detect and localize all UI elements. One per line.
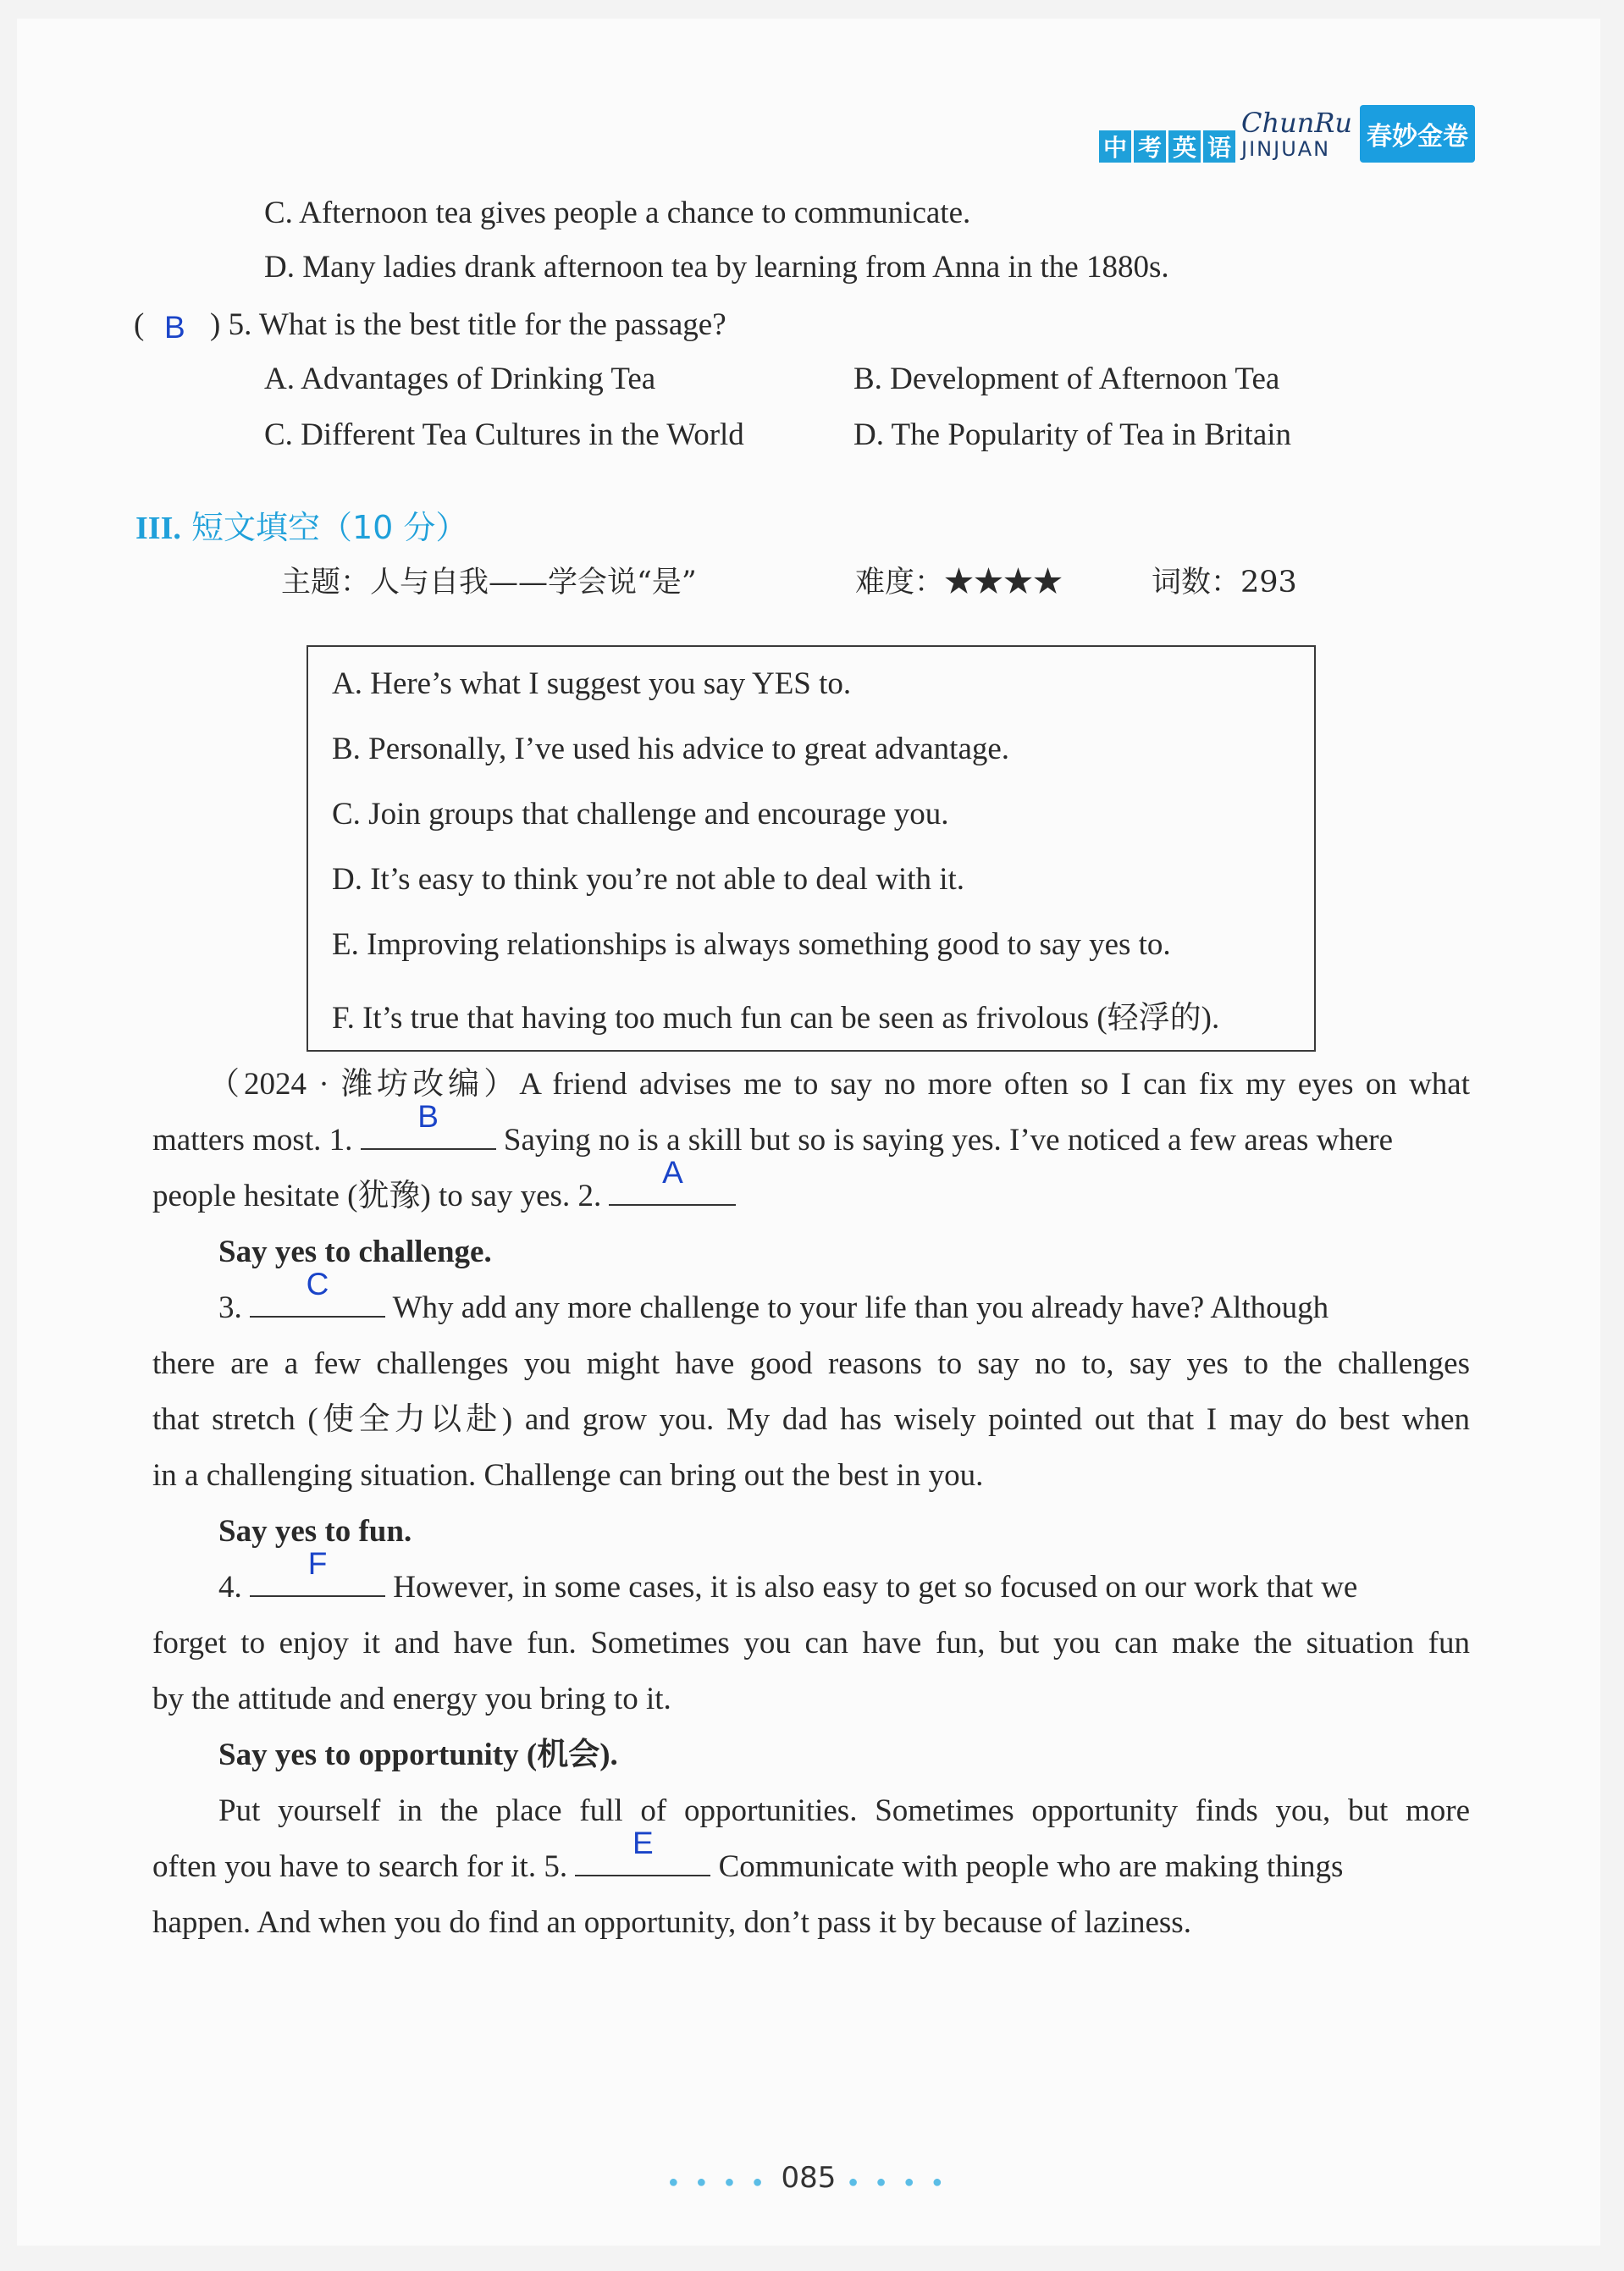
section-number: III.: [135, 511, 181, 546]
passage-line: Put yourself in the place full of opportunities. Sometimes opportunity finds you, but more: [218, 1793, 1470, 1828]
subheading-opportunity: Say yes to opportunity (机会).: [218, 1738, 618, 1772]
blank-4: [250, 1546, 385, 1597]
section-title: 短文填空（10 分）: [191, 509, 468, 546]
option-f: F. It’s true that having too much fun can be seen as frivolous (轻浮的).: [332, 1001, 1220, 1036]
decorative-dots-right: ● ● ● ●: [848, 2173, 949, 2191]
passage-line: there are a few challenges you might have good reasons to say no to, say yes to the challenges: [152, 1346, 1470, 1381]
passage-word-count: 词数：293: [1152, 566, 1297, 600]
q5-option-a: A. Advantages of Drinking Tea: [264, 362, 656, 396]
passage-line: by the attitude and energy you bring to it.: [152, 1682, 671, 1716]
q5-option-d: D. The Popularity of Tea in Britain: [853, 417, 1292, 452]
passage-line: that stretch (使全力以赴) and grow you. My dad has wisely pointed out that I may do best when: [152, 1402, 1470, 1437]
option-b: B. Personally, I’ve used his advice to great advantage.: [332, 732, 1010, 766]
passage-line: [218, 1546, 1470, 1616]
logo-chunru: ChunRu: [1241, 107, 1353, 139]
page-number-bar: [17, 2161, 1600, 2195]
passage-topic: 主题：人与自我——学会说“是”: [281, 566, 697, 600]
subheading-fun: Say yes to fun.: [218, 1514, 412, 1549]
q4-option-d: D. Many ladies drank afternoon tea by learning from Anna in the 1880s.: [264, 250, 1169, 285]
options-box: [307, 645, 1316, 1052]
blank-2: [609, 1155, 736, 1206]
answer-4: F: [307, 1546, 328, 1581]
passage-difficulty: 难度：★★★★: [855, 566, 1063, 600]
q4-option-c: C. Afternoon tea gives people a chance to communicate.: [264, 196, 971, 230]
decorative-dots-left: ● ● ● ●: [668, 2173, 770, 2191]
q5-question: ) 5. What is the best title for the passage?: [210, 307, 726, 342]
q5-option-b: B. Development of Afternoon Tea: [853, 362, 1280, 396]
logo-badge: 春妙金卷: [1360, 105, 1475, 163]
q5-answer: B: [164, 310, 185, 345]
logo-cell: 中: [1099, 130, 1131, 163]
option-a: A. Here’s what I suggest you say YES to.: [332, 666, 852, 701]
passage-text: Communicate with people who are making things: [718, 1849, 1344, 1884]
passage-line: [152, 1099, 1470, 1169]
passage-text: often you have to search for it. 5.: [152, 1849, 568, 1884]
section-heading: [135, 501, 467, 548]
passage-line: [218, 1267, 1470, 1336]
blank-1: [361, 1099, 496, 1150]
passage-text: 3.: [218, 1290, 242, 1325]
option-e: E. Improving relationships is always something good to say yes to.: [332, 927, 1171, 962]
option-d: D. It’s easy to think you’re not able to deal with it.: [332, 862, 965, 897]
logo-cell: 语: [1203, 130, 1235, 163]
passage-line: forget to enjoy it and have fun. Sometimes you can have fun, but you can make the situation fun: [152, 1626, 1470, 1660]
blank-5: [575, 1826, 710, 1876]
passage-text: Why add any more challenge to your life than you already have? Although: [392, 1290, 1329, 1325]
passage-line: in a challenging situation. Challenge can bring out the best in you.: [152, 1458, 984, 1493]
q5-option-c: C. Different Tea Cultures in the World: [264, 417, 744, 452]
logo-jinjuan: JINJUAN: [1241, 137, 1331, 161]
passage-text: matters most. 1.: [152, 1123, 353, 1158]
passage-text: Saying no is a skill but so is saying yes. I’ve noticed a few areas where: [503, 1123, 1394, 1158]
passage-line: [152, 1826, 1470, 1895]
logo-cell: 考: [1134, 130, 1166, 163]
passage-line: （2024 · 潍坊改编）A friend advises me to say no more often so I can fix my eyes on what: [208, 1067, 1470, 1102]
passage-line: happen. And when you do find an opportunity, don’t pass it by because of laziness.: [152, 1905, 1191, 1940]
passage-line: [152, 1155, 1470, 1224]
answer-1: B: [417, 1099, 439, 1134]
passage-text: 4.: [218, 1570, 242, 1605]
worksheet-page: [17, 19, 1600, 2246]
page-number: 085: [781, 2161, 837, 2195]
answer-5: E: [632, 1826, 654, 1860]
subheading-challenge: Say yes to challenge.: [218, 1235, 492, 1269]
option-c: C. Join groups that challenge and encourage you.: [332, 797, 949, 832]
q5-paren-open: (: [134, 307, 145, 342]
answer-2: A: [662, 1155, 683, 1190]
logo-title-cells: [1099, 130, 1235, 163]
logo-cell: 英: [1168, 130, 1201, 163]
blank-3: [250, 1267, 385, 1318]
passage-text: people hesitate (犹豫) to say yes. 2.: [152, 1179, 602, 1213]
passage-text: However, in some cases, it is also easy to get so focused on our work that we: [393, 1570, 1358, 1605]
answer-3: C: [306, 1267, 329, 1301]
